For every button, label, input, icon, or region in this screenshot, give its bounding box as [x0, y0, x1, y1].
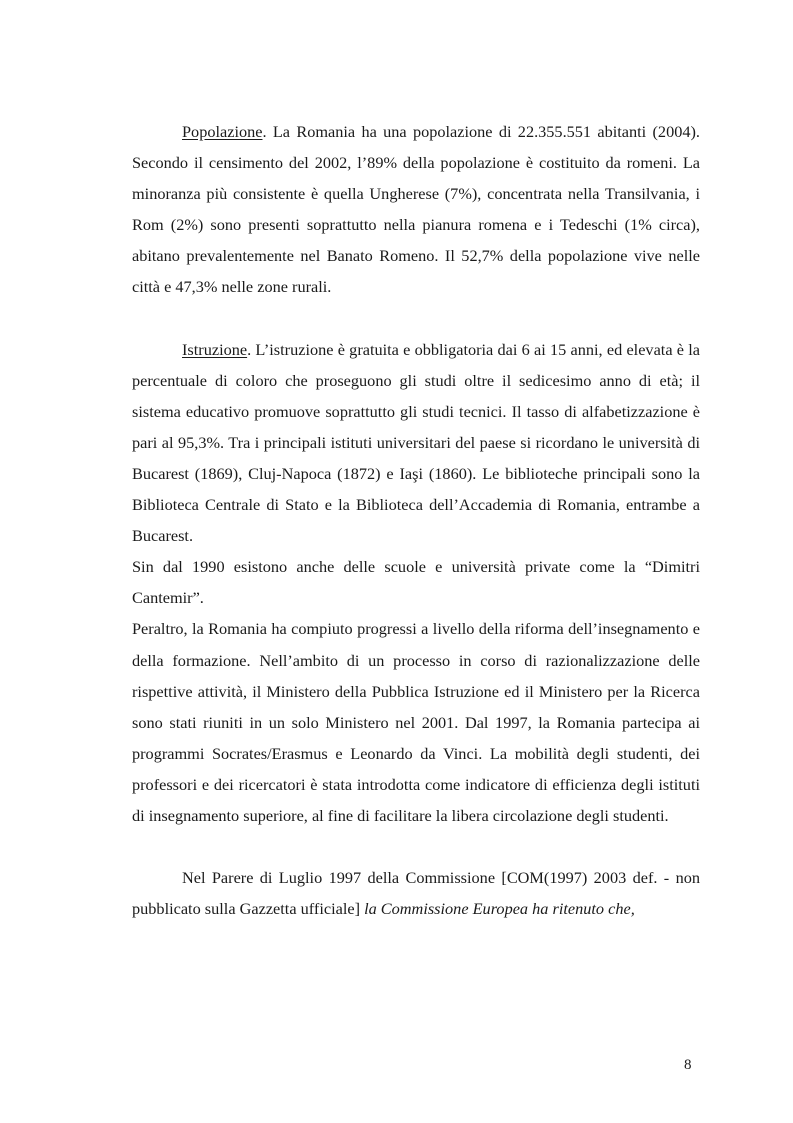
- paragraph-private-schools: Sin dal 1990 esistono anche delle scuole e università private come la “Dimitri Cantemir”.: [132, 557, 700, 608]
- paragraph-istruzione-text: . L’istruzione è gratuita e obbligatoria dai 6 ai 15 anni, ed elevata è la percentuale di coloro che proseguono gli studi oltre il sedicesimo anno di età; il sistema educativo promuove soprattutto gli studi tecnici. Il tasso di alfabetizzazione è pari al 95,3%. Tra i principali istituti universitari del paese si ricordano le università di Bucarest (1869), Cluj-Napoca (1872) e Iaşi (1860). Le biblioteche principali sono la Biblioteca Centrale di Stato e la Biblioteca dell’Accademia di Romania, entrambe a Bucarest.: [132, 339, 700, 546]
- paragraph-parere: [132, 862, 700, 924]
- section-heading-istruzione: Istruzione: [182, 339, 248, 359]
- section-heading-popolazione: Popolazione: [182, 122, 263, 141]
- paragraph-spacer: [132, 303, 700, 334]
- paragraph-reform: Peraltro, la Romania ha compiuto progressi a livello della riforma dell’insegnamento e della formazione. Nell’ambito di un processo in corso di razionalizzazione delle rispettive attività, il Ministero della Pubblica Istruzione ed il Ministero per la Ricerca sono stati riuniti in un solo Ministero nel 2001. Dal 1997, la Romania partecipa ai programmi Socrates/Erasmus e Leonardo da Vinci. La mobilità degli studenti, dei professori e dei ricercatori è stata introdotta come indicatore di efficienza degli istituti di insegnamento superiore, al fine di facilitare la libera circolazione degli studenti.: [132, 619, 700, 825]
- paragraph-istruzione: [132, 334, 700, 552]
- paragraph-parere-italic: la Commissione Europea ha ritenuto che,: [364, 899, 635, 919]
- paragraph-popolazione-text: . La Romania ha una popolazione di 22.355.551 abitanti (2004). Secondo il censimento del 2002, l’89% della popolazione è costituito da romeni. La minoranza più consistente è quella Ungherese (7%), concentrata nella Transilvania, i Rom (2%) sono presenti soprattutto nella pianura romena e i Tedeschi (1% circa), abitano prevalentemente nel Banato Romeno. Il 52,7% della popolazione vive nelle città e 47,3% nelle zone rurali.: [132, 122, 700, 297]
- document-page: [132, 116, 700, 924]
- page-number: 8: [684, 1057, 692, 1073]
- paragraph-spacer: [132, 831, 700, 862]
- paragraph-parere-text: Nel Parere di Luglio 1997 della Commissione [COM(1997) 2003 def. - non pubblicato sulla Gazzetta ufficiale]: [132, 868, 700, 919]
- paragraph-popolazione: [132, 116, 700, 303]
